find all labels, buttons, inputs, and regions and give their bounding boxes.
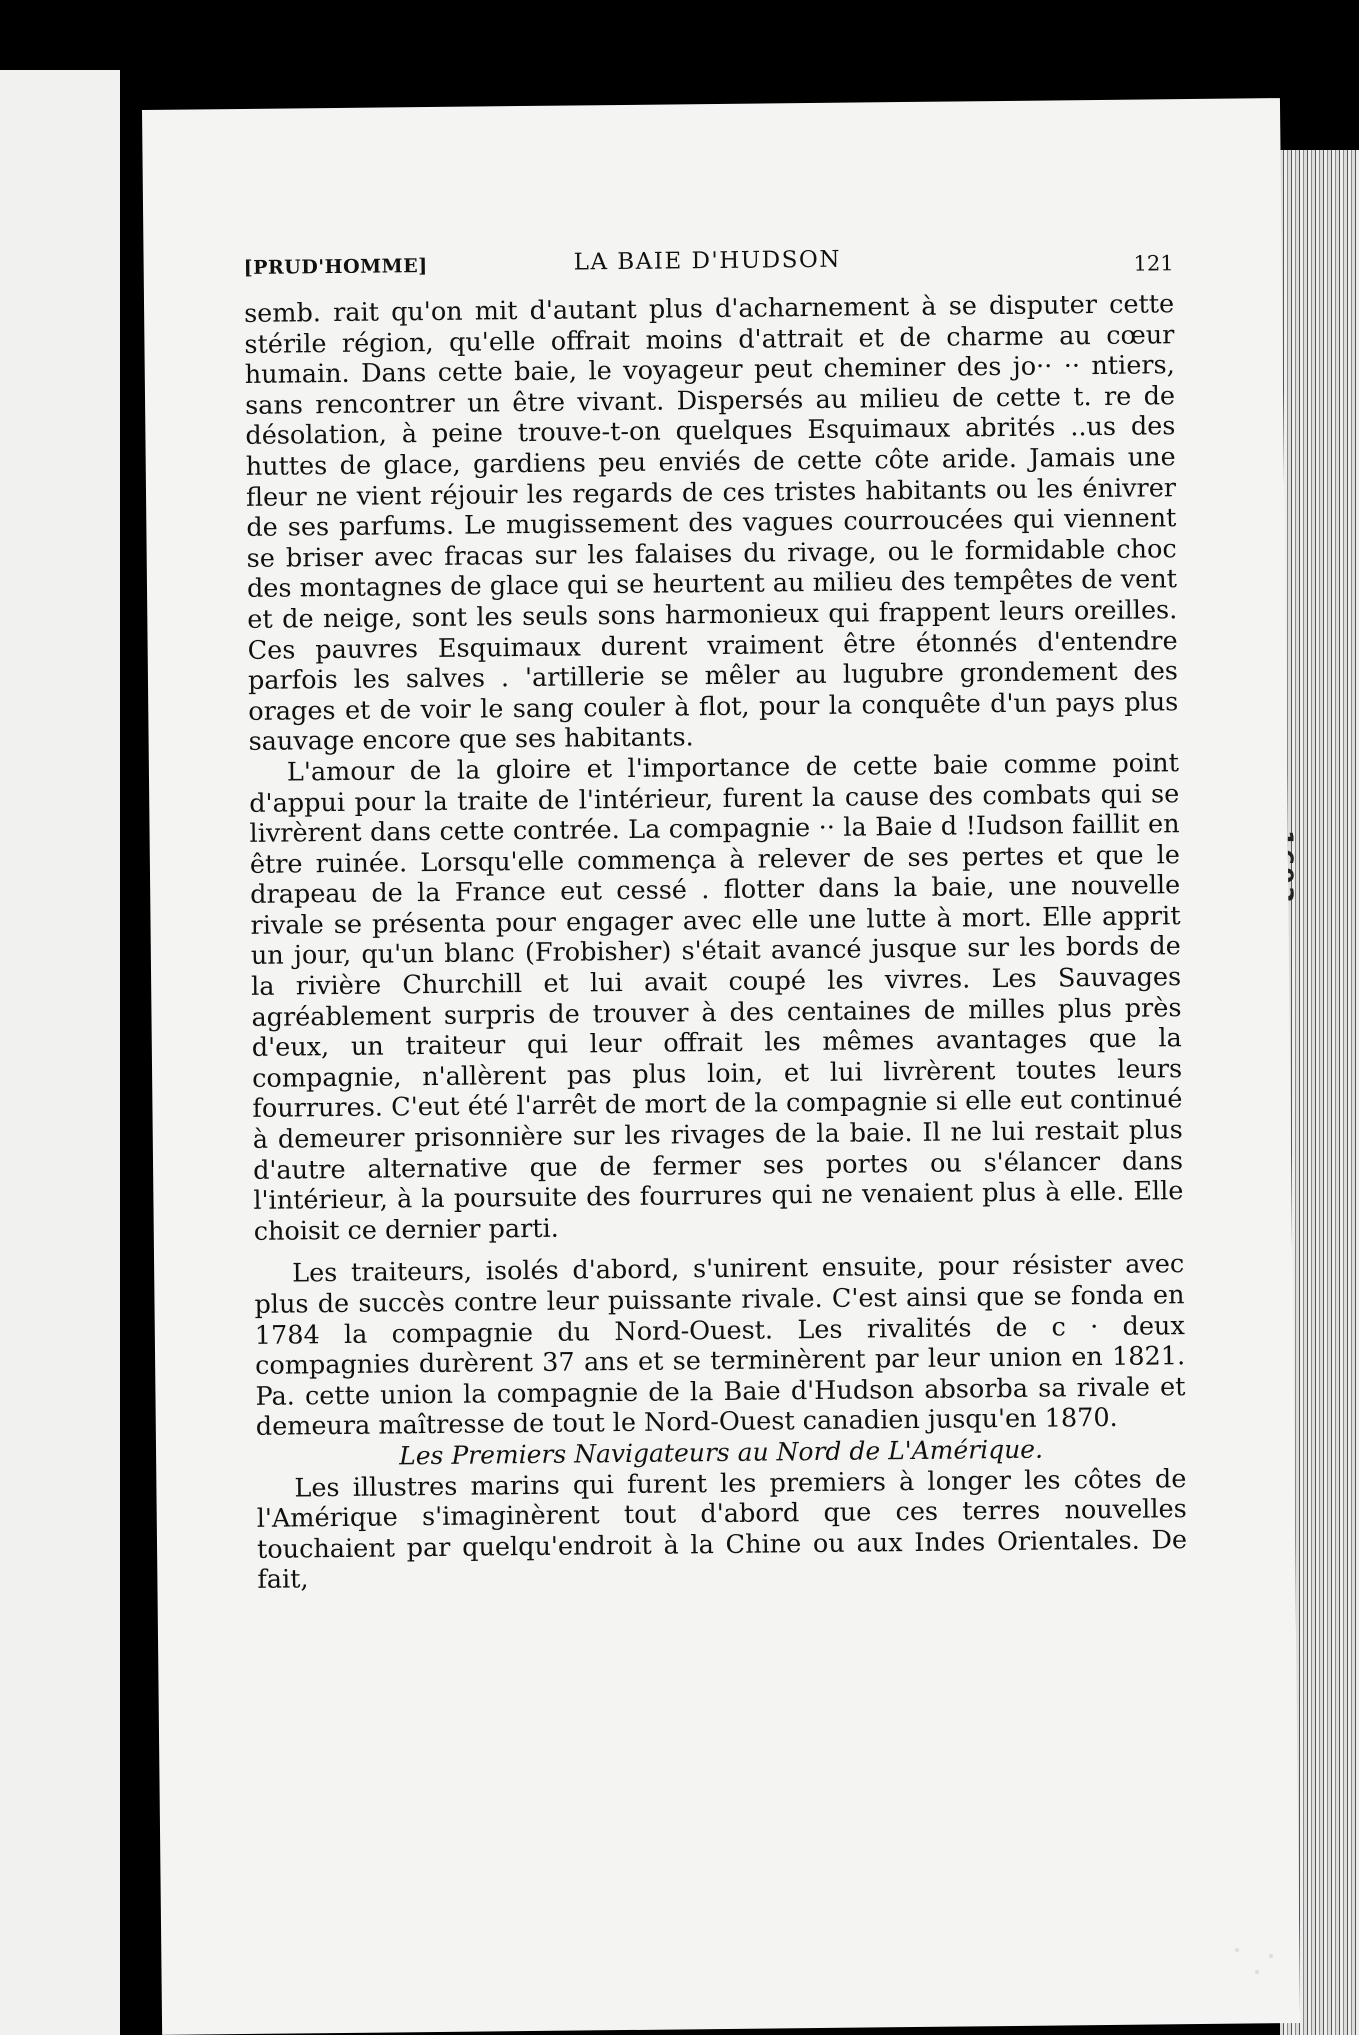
running-author: [PRUD'HOMME] [243,255,428,279]
speck [1255,1970,1259,1974]
scan-specks [1225,1940,1285,2000]
book-spine [120,70,142,2035]
page-number: 121 [1133,251,1174,276]
running-title: LA BAIE D'HUDSON [573,246,842,276]
paragraph-1: semb. rait qu'on mit d'autant plus d'acharnement à se disputer cette stérile région, qu'elle offrait moins d'attrait et de charme au cœur humain. Dans cette baie, le voyageur peut cheminer des jo·· ·· ntiers, sans rencontrer un être vivant. Dispersés au milieu de cette t. re de désolation, à peine trouve-t-on quelques Esquimaux abrités ..us des huttes de glace, gardiens peu enviés de cette côte aride. Jamais une fleur ne vient réjouir les regards de ces tristes habitants ou les énivrer de ses parfums. Le mugissement des vagues courroucées qui viennent se briser avec fracas sur les falaises du rivage, ou le formidable choc des montagnes de glace qui se heurtent au milieu des tempêtes de vent et de neige, sont les seuls sons harmonieux qui frappent leurs oreilles. Ces pauvres Esquimaux durent vraiment être étonnés d'entendre parfois les salves . 'artillerie se mêler au lugubre grondement des orages et de voir le sang couler à flot, pour la conquête d'un pays plus sauvage encore que ses habitants. [243,289,1179,758]
section-paragraph: Les illustres marins qui furent les premiers à longer les côtes de l'Amérique s'imaginèrent tout d'abord que ces terres nouvelles touchaient par quelqu'endroit à la Chine ou aux Indes Orientales. De fait, [256,1463,1188,1596]
page-body [244,289,1188,1596]
paragraph-3: Les traiteurs, isolés d'abord, s'unirent ensuite, pour résister avec plus de succès contre leur puissante rivale. C'est ainsi que se fonda en 1784 la compagnie du Nord-Ouest. Les rivalités de c · deux compagnies durèrent 37 ans et se terminèrent par leur union en 1821. Pa. cette union la compagnie de la Baie d'Hudson absorba sa rivale et demeura maîtresse de tout le Nord-Ouest canadien jusqu'en 1870. [254,1249,1186,1443]
speck [1269,1954,1273,1958]
speck [1235,1948,1239,1952]
running-header [243,237,1173,287]
scanned-page [142,98,1300,2035]
section-heading: Les Premiers Navigateurs au Nord de L'Amérique. [399,1434,1044,1471]
facing-page-edge [0,70,120,2035]
paragraph-2: L'amour de la gloire et l'importance de cette baie comme point d'appui pour la traite de l'intérieur, furent la cause des combats qui se livrèrent dans cette contrée. La compagnie ·· la Baie d !Iudson faillit en être ruinée. Lorsqu'elle commença à relever de ses pertes et que le drapeau de la France eut cessé . flotter dans la baie, une nouvelle rivale se présenta pour engager avec elle une lutte à mort. Elle apprit un jour, qu'un blanc (Frobisher) s'était avancé jusque sur les bords de la rivière Churchill et lui avait coupé les vivres. Les Sauvages agréablement surpris de trouver à des centaines de milles plus près d'eux, un traiteur qui leur offrait les mêmes avantages que la compagnie, n'allèrent pas plus loin, et lui livrèrent toutes leurs fourrures. C'eut été l'arrêt de mort de la compagnie si elle eut continué à demeurer prisonnière sur les rivages de la baie. Il ne lui restait plus d'autre alternative que de fermer ses portes ou s'élancer dans l'intérieur, à la poursuite des fourrures qui ne venaient plus à elle. Elle choisit ce dernier parti. [249,748,1184,1247]
